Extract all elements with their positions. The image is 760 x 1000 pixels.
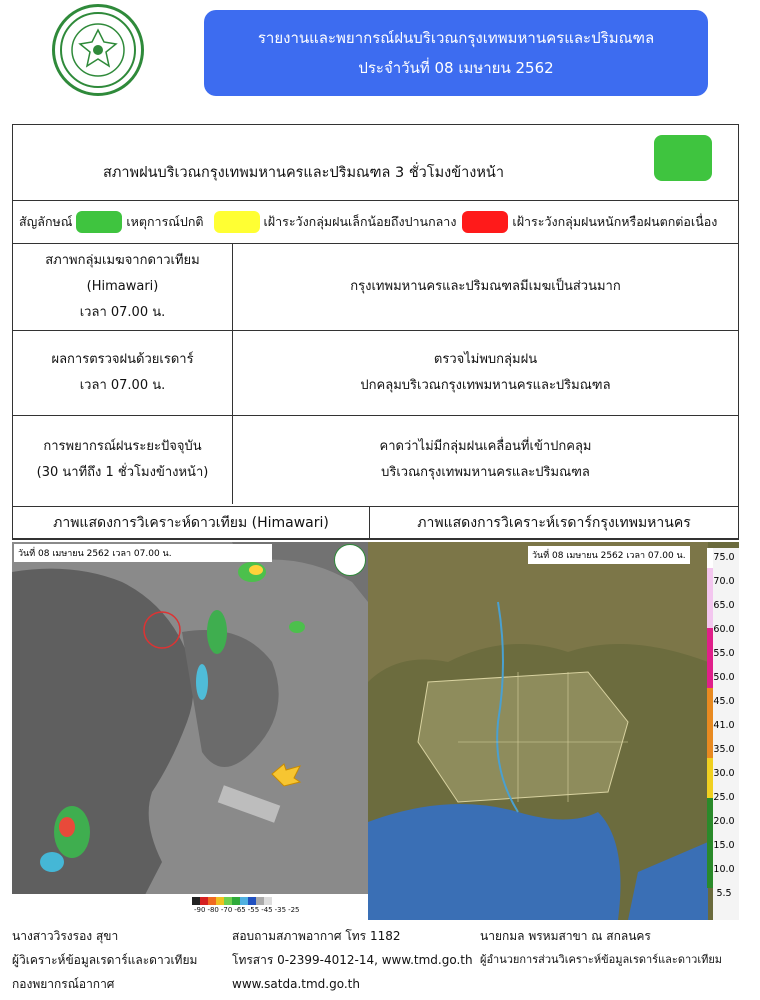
footer-analyst xyxy=(12,924,197,996)
legend-red-swatch xyxy=(462,211,508,233)
row-value xyxy=(233,244,738,330)
analyst-title: ผู้วิเคราะห์ข้อมูลเรดาร์และดาวเทียม xyxy=(12,953,198,967)
radar-scale-label: 30.0 xyxy=(713,768,735,779)
report-date: ประจำวันที่ 08 เมษายน 2562 xyxy=(358,59,554,77)
analyst-name: นางสาววิรงรอง สุขา xyxy=(12,929,119,943)
panel-subtitle: สภาพฝนบริเวณกรุงเทพมหานครและปริมณฑล 3 ชั่วโมงข้างหน้า xyxy=(103,165,504,181)
legend-row xyxy=(13,201,738,244)
sat-scale-label: -55 xyxy=(247,906,260,914)
radar-image xyxy=(368,542,739,920)
row-label-line: เวลา 07.00 น. xyxy=(79,305,166,320)
radar-scale-label: 65.0 xyxy=(713,600,735,611)
satellite-timestamp: วันที่ 08 เมษายน 2562 เวลา 07.00 น. xyxy=(14,544,272,562)
row-value xyxy=(233,416,738,504)
tmd-logo xyxy=(52,4,144,96)
sat-scale-label: -80 xyxy=(207,906,219,914)
satellite-image xyxy=(12,542,368,920)
sat-scale-label: -90 xyxy=(194,906,206,914)
director-name: นายกมล พรหมสาขา ณ สกลนคร xyxy=(480,929,651,943)
row-value-line: บริเวณกรุงเทพมหานครและปริมณฑล xyxy=(381,465,590,480)
table-row-nowcast xyxy=(13,416,738,504)
satellite-map-graphic xyxy=(12,542,368,920)
row-label-line: การพยากรณ์ฝนระยะปัจจุบัน xyxy=(43,439,202,454)
radar-scale-label: 45.0 xyxy=(713,696,735,707)
row-label xyxy=(13,331,233,415)
radar-map-graphic xyxy=(368,542,708,920)
sat-scale-label: -35 xyxy=(274,906,287,914)
row-label-line: สภาพกลุ่มเมฆจากดาวเทียม xyxy=(45,253,200,268)
radar-scale-label: 20.0 xyxy=(713,816,735,827)
analyst-division: กองพยากรณ์อากาศ xyxy=(12,977,115,991)
row-value-line: ปกคลุมบริเวณกรุงเทพมหานครและปริมณฑล xyxy=(360,378,611,393)
satellite-caption: ภาพแสดงการวิเคราะห์ดาวเทียม (Himawari) xyxy=(13,507,370,538)
row-value-line: กรุงเทพมหานครและปริมณฑลมีเมฆเป็นส่วนมาก xyxy=(350,279,621,294)
radar-scale-label: 35.0 xyxy=(713,744,735,755)
radar-scale-label: 5.5 xyxy=(716,888,732,899)
report-title-box xyxy=(204,10,708,96)
director-title: ผู้อำนวยการส่วนวิเคราะห์ข้อมูลเรดาร์และดาวเทียม xyxy=(480,953,723,966)
legend-watch-heavy: เฝ้าระวังกลุ่มฝนหนักหรือฝนตกต่อเนื่อง xyxy=(512,214,718,229)
radar-caption: ภาพแสดงการวิเคราะห์เรดาร์กรุงเทพมหานคร xyxy=(417,514,691,531)
radar-scale-label: 15.0 xyxy=(713,840,735,851)
sat-scale-label: -25 xyxy=(288,906,300,914)
radar-scale-label: 25.0 xyxy=(713,792,735,803)
legend-normal: เหตุการณ์ปกติ xyxy=(126,214,204,229)
image-captions xyxy=(12,506,739,539)
legend-label: สัญลักษณ์ xyxy=(19,214,73,229)
row-value-line: คาดว่าไม่มีกลุ่มฝนเคลื่อนที่เข้าปกคลุม xyxy=(379,439,592,454)
radar-scale-label: 41.0 xyxy=(713,720,735,731)
legend-watch-light: เฝ้าระวังกลุ่มฝนเล็กน้อยถึงปานกลาง xyxy=(263,214,457,229)
table-row-satellite xyxy=(13,244,738,331)
satellite-logo-icon xyxy=(334,544,366,576)
radar-timestamp: วันที่ 08 เมษายน 2562 เวลา 07.00 น. xyxy=(528,546,690,564)
sat-scale-label: -65 xyxy=(234,906,246,914)
sat-scale-label: -70 xyxy=(220,906,233,914)
footer-contact xyxy=(232,924,473,996)
satellite-color-scale xyxy=(192,897,272,905)
table-row-radar xyxy=(13,331,738,416)
row-label-line: ผลการตรวจฝนด้วยเรดาร์ xyxy=(51,352,194,367)
radar-scale-label: 60.0 xyxy=(713,624,735,635)
sat-scale-label: -45 xyxy=(261,906,273,914)
radar-scale-label: 70.0 xyxy=(713,576,735,587)
row-label-line: (Himawari) xyxy=(86,279,159,294)
row-label xyxy=(13,416,233,504)
radar-scale-label: 10.0 xyxy=(713,864,735,875)
row-value-line: ตรวจไม่พบกลุ่มฝน xyxy=(433,352,538,367)
tmd-emblem-icon xyxy=(58,10,138,90)
row-value xyxy=(233,331,738,415)
panel-header xyxy=(13,125,738,201)
report-title: รายงานและพยากรณ์ฝนบริเวณกรุงเทพมหานครและปริมณฑล xyxy=(257,29,655,47)
satellite-scale-labels xyxy=(194,906,300,914)
radar-scale-label: 55.0 xyxy=(713,648,735,659)
contact-phone: สอบถามสภาพอากาศ โทร 1182 xyxy=(232,929,401,943)
row-label xyxy=(13,244,233,330)
rain-status-panel xyxy=(12,124,739,540)
legend-green-swatch xyxy=(76,211,122,233)
legend-yellow-swatch xyxy=(214,211,260,233)
satellite-scale-strip xyxy=(12,894,368,920)
radar-scale-label: 75.0 xyxy=(713,552,735,563)
contact-fax: โทรสาร 0-2399-4012-14, www.tmd.go.th xyxy=(232,953,473,967)
row-label-line: เวลา 07.00 น. xyxy=(79,378,166,393)
radar-scale-label: 50.0 xyxy=(713,672,735,683)
radar-scale xyxy=(713,548,739,920)
row-label-line: (30 นาทีถึง 1 ชั่วโมงข้างหน้า) xyxy=(36,465,209,480)
footer-director xyxy=(480,924,722,972)
status-indicator xyxy=(654,135,712,181)
contact-website[interactable]: www.satda.tmd.go.th xyxy=(232,977,360,991)
